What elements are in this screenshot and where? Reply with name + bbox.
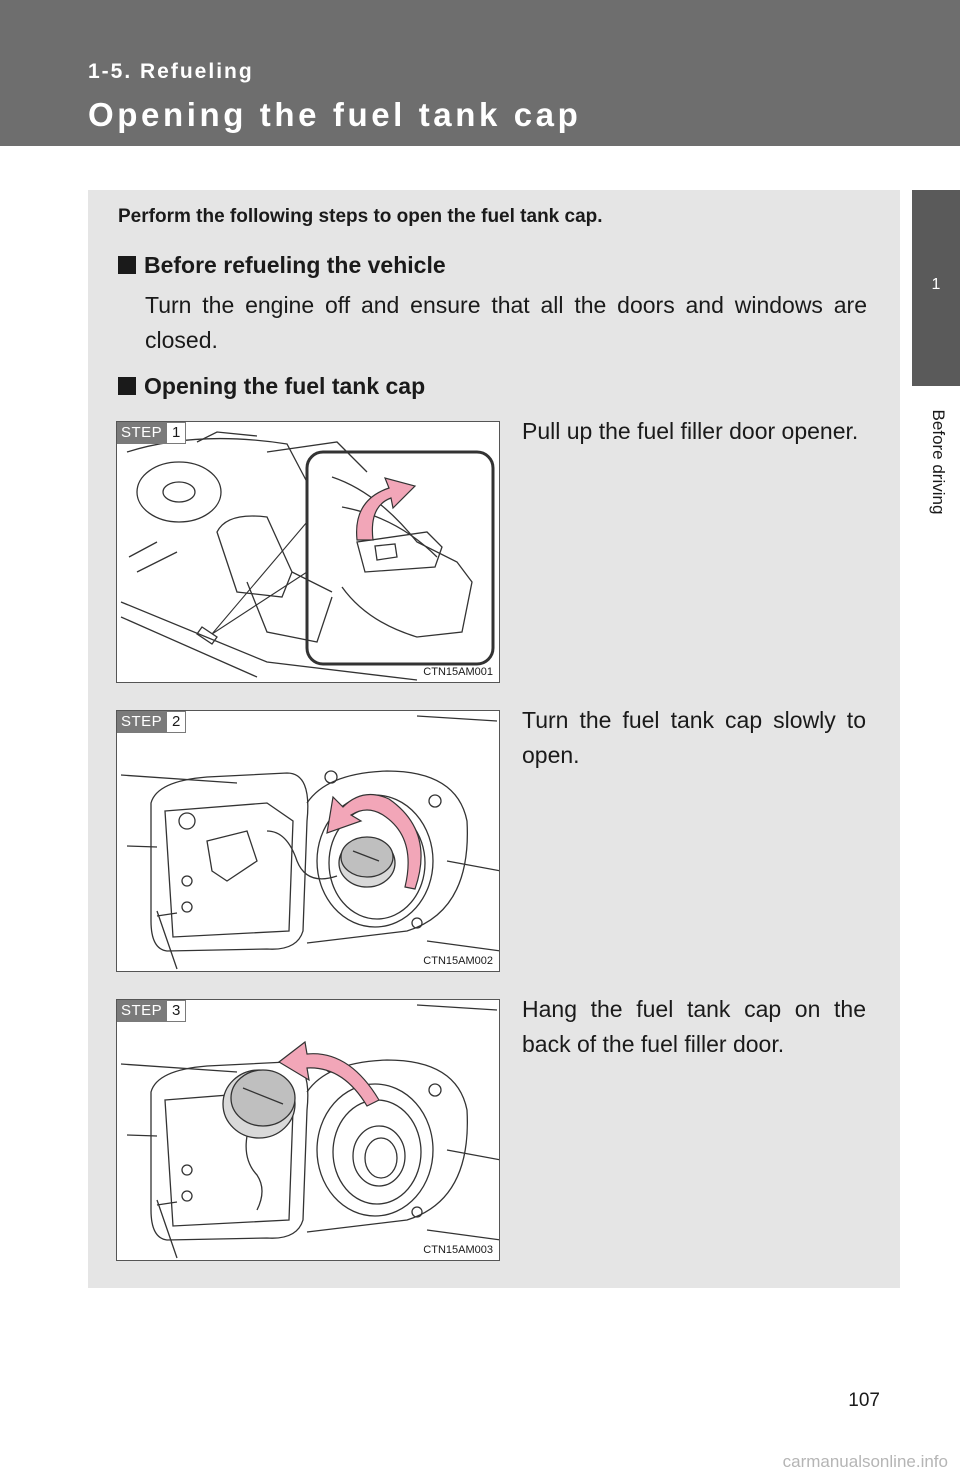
figure-code: CTN15AM003 — [423, 1244, 493, 1256]
square-bullet-icon — [118, 377, 136, 395]
chapter-label: Before driving — [929, 409, 948, 515]
step-number: 3 — [166, 1000, 186, 1022]
step-1-text: Pull up the fuel filler door opener. — [522, 418, 859, 444]
subheading-before-refueling — [118, 252, 446, 279]
step-3-illustration — [116, 999, 500, 1261]
step-number: 2 — [166, 711, 186, 733]
step-badge — [117, 1000, 186, 1022]
step-label: STEP — [117, 1000, 166, 1022]
intro-text: Perform the following steps to open the fuel tank cap. — [118, 206, 603, 227]
before-refueling-text: Turn the engine off and ensure that all the doors and windows are closed. — [145, 292, 867, 353]
square-bullet-icon — [118, 256, 136, 274]
step-2-text: Turn the fuel tank cap slowly to open. — [522, 707, 866, 768]
step-label: STEP — [117, 711, 166, 733]
step-2-illustration — [116, 710, 500, 972]
step-label: STEP — [117, 422, 166, 444]
header-band — [0, 0, 960, 146]
step-1-illustration — [116, 421, 500, 683]
figure-code: CTN15AM001 — [423, 666, 493, 678]
subheading-opening-cap — [118, 373, 425, 400]
page-number: 107 — [848, 1390, 880, 1411]
fuel-cap-hanging-drawing — [117, 1000, 500, 1261]
subheading-text: Before refueling the vehicle — [144, 252, 446, 278]
section-title: 1-5. Refueling — [88, 60, 254, 83]
chapter-tab — [912, 190, 960, 386]
page-title: Opening the fuel tank cap — [88, 96, 582, 133]
watermark: carmanualsonline.info — [782, 1452, 948, 1471]
step-3-text: Hang the fuel tank cap on the back of the fuel filler door. — [522, 996, 866, 1057]
step-number: 1 — [166, 422, 186, 444]
fuel-cap-open-drawing — [117, 711, 500, 972]
step-badge — [117, 711, 186, 733]
chapter-number: 1 — [931, 276, 941, 293]
figure-code: CTN15AM002 — [423, 955, 493, 967]
subheading-text: Opening the fuel tank cap — [144, 373, 426, 399]
step-badge — [117, 422, 186, 444]
car-interior-drawing — [117, 422, 500, 683]
